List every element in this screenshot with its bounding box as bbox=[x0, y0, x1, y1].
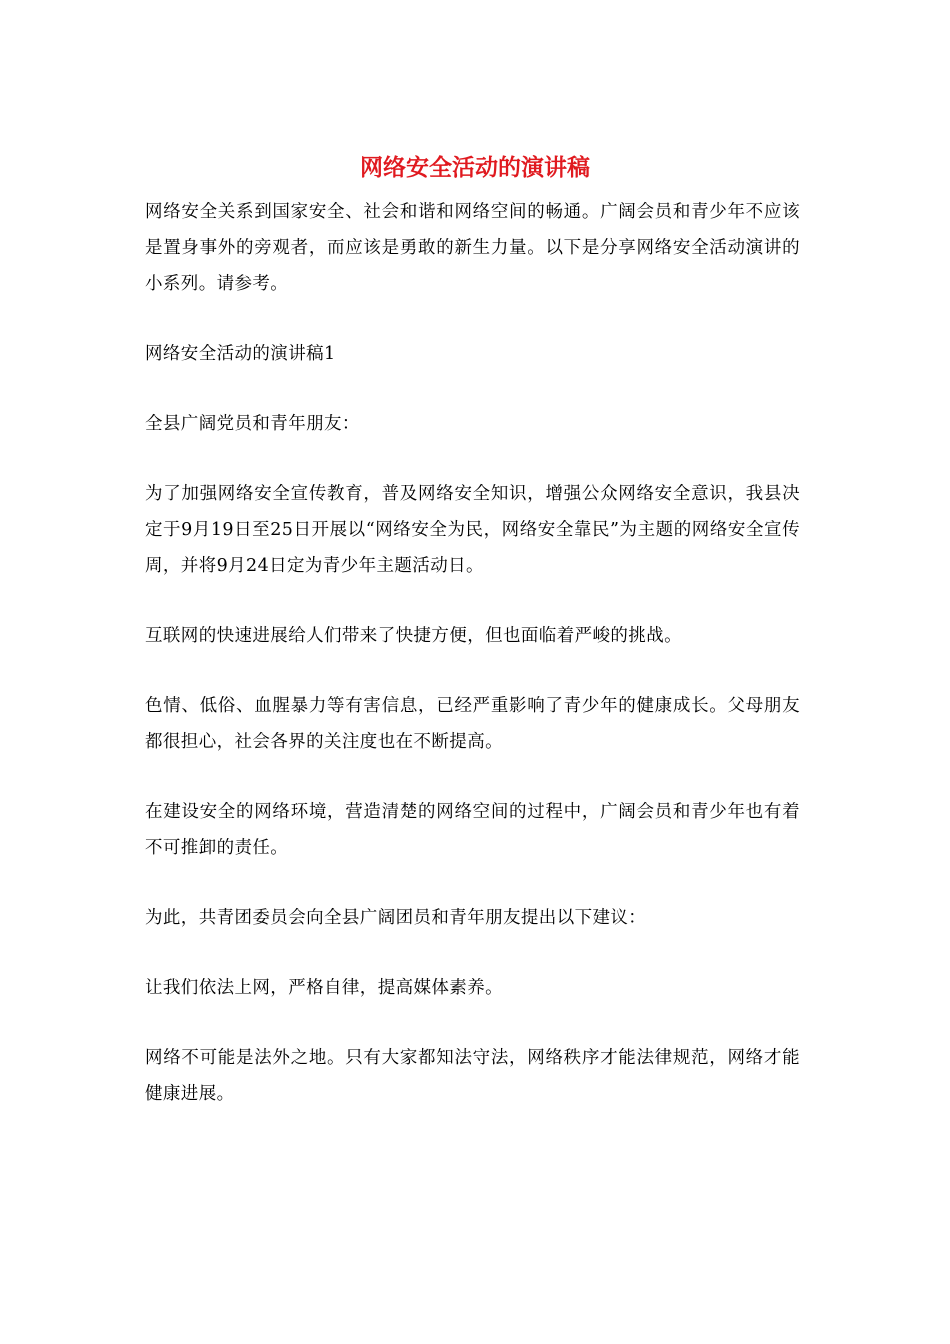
body-paragraph: 让我们依法上网，严格自律，提高媒体素养。 bbox=[145, 978, 503, 998]
salutation-paragraph: 全县广阔党员和青年朋友： bbox=[145, 414, 360, 434]
body-paragraph: 为此，共青团委员会向全县广阔团员和青年朋友提出以下建议： bbox=[145, 908, 647, 928]
body-paragraph: 网络不可能是法外之地。只有大家都知法守法，网络秩序才能法律规范，网络才能健康进展。 bbox=[145, 1048, 800, 1104]
document-body bbox=[145, 194, 800, 1112]
document-title: 网络安全活动的演讲稿 bbox=[360, 154, 590, 181]
body-paragraph: 色情、低俗、血腥暴力等有害信息，已经严重影响了青少年的健康成长。父母朋友都很担心，社会各界的关注度也在不断提高。 bbox=[145, 696, 800, 752]
section-heading: 网络安全活动的演讲稿1 bbox=[145, 344, 336, 364]
intro-paragraph: 网络安全关系到国家安全、社会和谐和网络空间的畅通。广阔会员和青少年不应该是置身事外的旁观者，而应该是勇敢的新生力量。以下是分享网络安全活动演讲的小系列。请参考。 bbox=[145, 202, 800, 294]
body-paragraph: 互联网的快速进展给人们带来了快捷方便，但也面临着严峻的挑战。 bbox=[145, 626, 682, 646]
body-paragraph: 在建设安全的网络环境，营造清楚的网络空间的过程中，广阔会员和青少年也有着不可推卸的责任。 bbox=[145, 802, 800, 858]
body-paragraph: 为了加强网络安全宣传教育，普及网络安全知识，增强公众网络安全意识，我县决定于9月19日至25日开展以“网络安全为民，网络安全靠民”为主题的网络安全宣传周，并将9月24日定为青少年主题活动日。 bbox=[145, 484, 800, 576]
